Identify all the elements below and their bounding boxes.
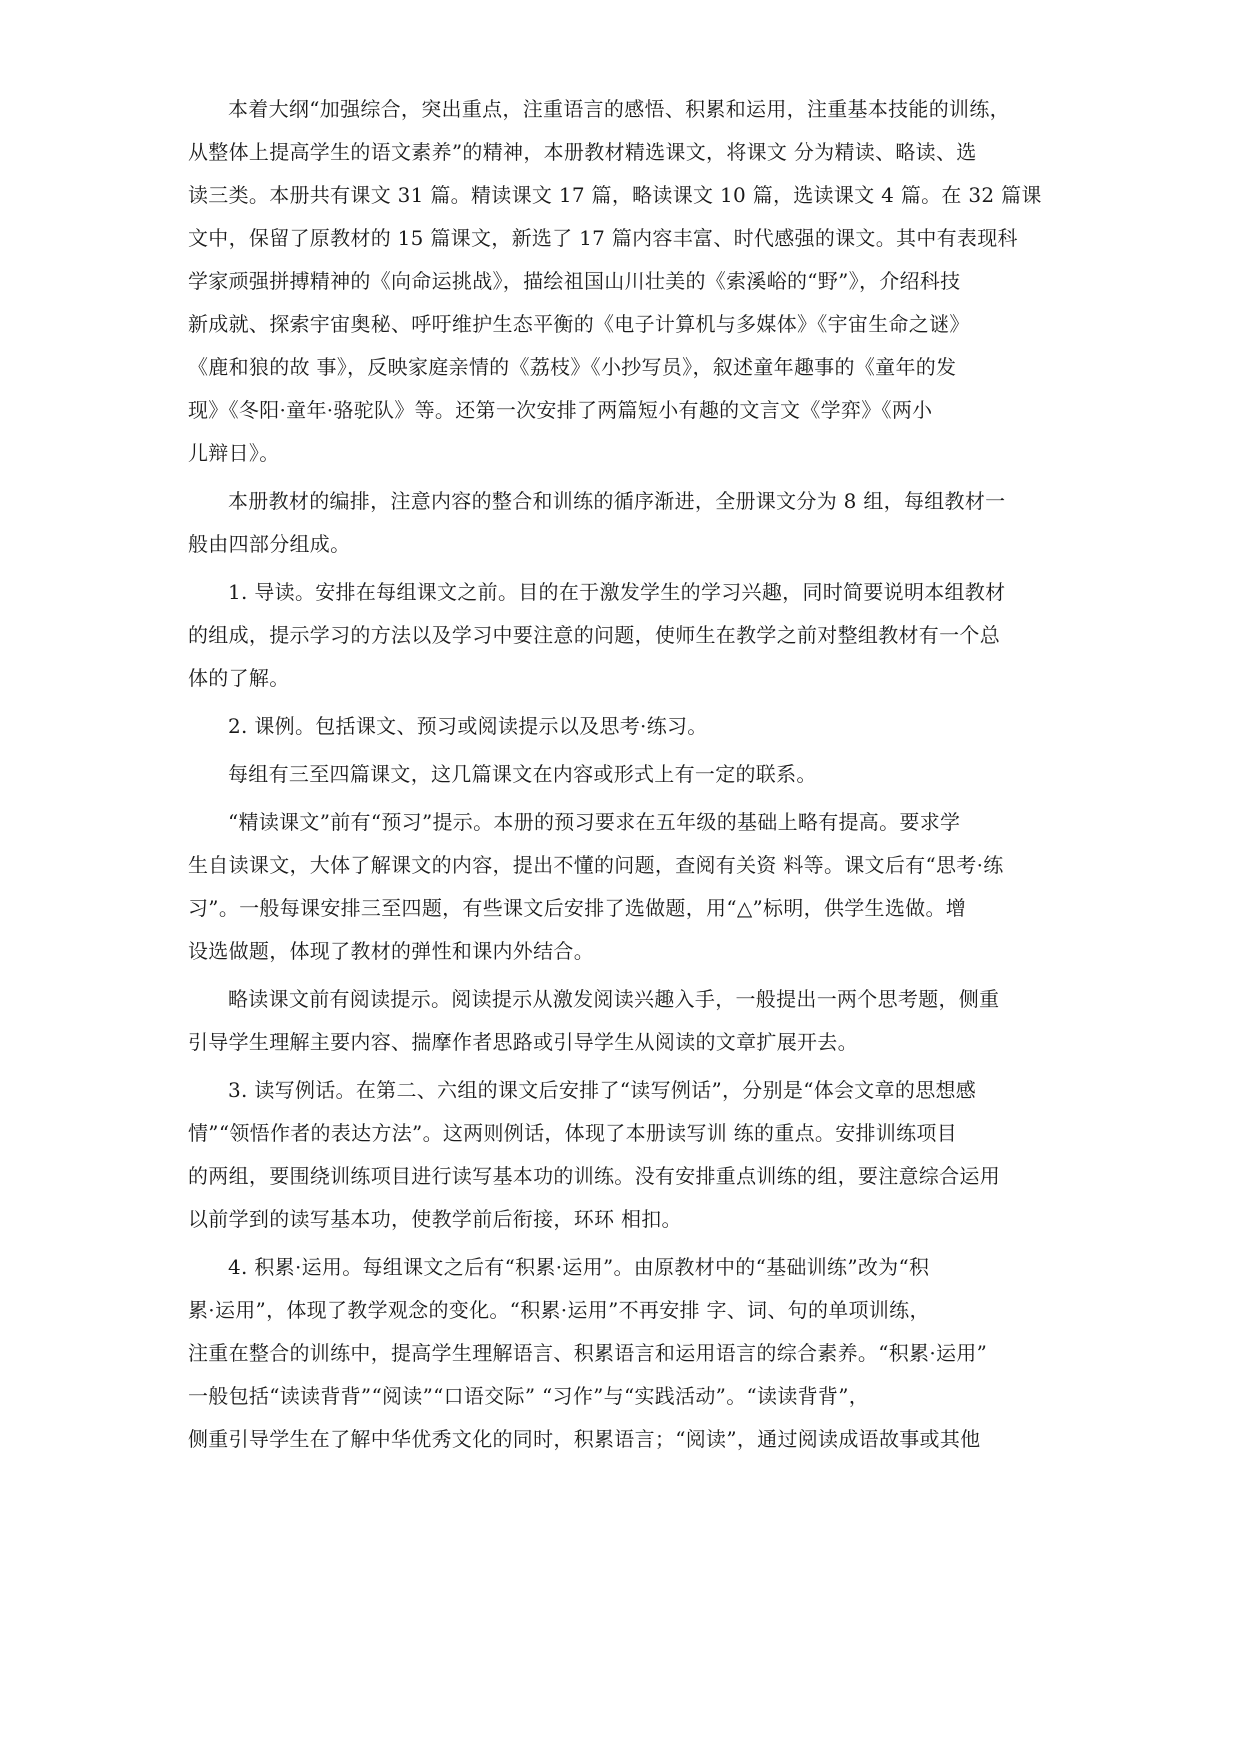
text-line: 本着大纲“加强综合，突出重点，注重语言的感悟、积累和运用，注重基本技能的训练， <box>228 97 1010 121</box>
text-line: 侧重引导学生在了解中华优秀文化的同时，积累语言；“阅读”，通过阅读成语故事或其他 <box>188 1427 981 1451</box>
text-line: 一般包括“读读背背”“阅读”“口语交际” “习作”与“实践活动”。“读读背背”， <box>188 1384 870 1408</box>
text-line: 累·运用”，体现了教学观念的变化。“积累·运用”不再安排 字、词、句的单项训练， <box>188 1298 930 1322</box>
text-line: 引导学生理解主要内容、揣摩作者思路或引导学生从阅读的文章扩展开去。 <box>188 1030 858 1054</box>
text-line: 设选做题，体现了教材的弹性和课内外结合。 <box>188 939 594 963</box>
text-line: 1. 导读。安排在每组课文之前。目的在于激发学生的学习兴趣，同时简要说明本组教材 <box>228 580 1006 604</box>
paragraph-intro <box>188 88 1058 475</box>
paragraph-lesson-examples <box>188 705 1058 748</box>
paragraph-arrangement <box>188 480 1058 566</box>
text-line: 《鹿和狼的故 事》，反映家庭亲情的《荔枝》《小抄写员》，叙述童年趣事的《童年的发 <box>188 355 957 379</box>
paragraph-guided-reading <box>188 571 1058 700</box>
text-line: 每组有三至四篇课文，这几篇课文在内容或形式上有一定的联系。 <box>228 762 817 786</box>
text-line: 的两组，要围绕训练项目进行读写基本功的训练。没有安排重点训练的组，要注意综合运用 <box>188 1164 1000 1188</box>
text-line: 情”“领悟作者的表达方法”。这两则例话，体现了本册读写训 练的重点。安排训练项目 <box>188 1121 958 1145</box>
text-line: 般由四部分组成。 <box>188 532 351 556</box>
text-line: 现》《冬阳·童年·骆驼队》等。还第一次安排了两篇短小有趣的文言文《学弈》《两小 <box>188 398 933 422</box>
text-line: 以前学到的读写基本功，使教学前后衔接，环环 相扣。 <box>188 1207 682 1231</box>
text-line: 文中，保留了原教材的 15 篇课文，新选了 17 篇内容丰富、时代感强的课文。其中有表现科 <box>188 226 1018 250</box>
document-page <box>188 88 1058 1466</box>
paragraph-group-lessons <box>188 753 1058 796</box>
text-line: 儿辩日》。 <box>188 441 280 465</box>
text-line: 3. 读写例话。在第二、六组的课文后安排了“读写例话”，分别是“体会文章的思想感 <box>228 1078 977 1102</box>
text-line: 学家顽强拼搏精神的《向命运挑战》，描绘祖国山川壮美的《索溪峪的“野”》，介绍科技 <box>188 269 961 293</box>
paragraph-intensive-reading <box>188 801 1058 973</box>
text-line: “精读课文”前有“预习”提示。本册的预习要求在五年级的基础上略有提高。要求学 <box>228 810 961 834</box>
text-line: 生自读课文，大体了解课文的内容，提出不懂的问题，查阅有关资 料等。课文后有“思考·练 <box>188 853 1004 877</box>
paragraph-reading-writing-examples <box>188 1069 1058 1241</box>
text-line: 2. 课例。包括课文、预习或阅读提示以及思考·练习。 <box>228 714 708 738</box>
paragraph-accumulation-use <box>188 1246 1058 1461</box>
text-line: 本册教材的编排，注意内容的整合和训练的循序渐进，全册课文分为 8 组，每组教材一 <box>228 489 1006 513</box>
text-line: 体的了解。 <box>188 666 290 690</box>
text-line: 新成就、探索宇宙奥秘、呼吁维护生态平衡的《电子计算机与多媒体》《宇宙生命之谜》 <box>188 312 970 336</box>
text-line: 读三类。本册共有课文 31 篇。精读课文 17 篇，略读课文 10 篇，选读课文 4 篇。在 32 篇课 <box>188 183 1042 207</box>
text-line: 的组成，提示学习的方法以及学习中要注意的问题，使师生在教学之前对整组教材有一个总 <box>188 623 1000 647</box>
text-line: 4. 积累·运用。每组课文之后有“积累·运用”。由原教材中的“基础训练”改为“积 <box>228 1255 930 1279</box>
text-line: 注重在整合的训练中，提高学生理解语言、积累语言和运用语言的综合素养。“积累·运用” <box>188 1341 988 1365</box>
text-line: 略读课文前有阅读提示。阅读提示从激发阅读兴趣入手，一般提出一两个思考题，侧重 <box>228 987 1000 1011</box>
text-line: 从整体上提高学生的语文素养”的精神，本册教材精选课文，将课文 分为精读、略读、选 <box>188 140 977 164</box>
text-line: 习”。一般每课安排三至四题，有些课文后安排了选做题，用“△”标明，供学生选做。增 <box>188 896 967 920</box>
paragraph-skim-reading <box>188 978 1058 1064</box>
